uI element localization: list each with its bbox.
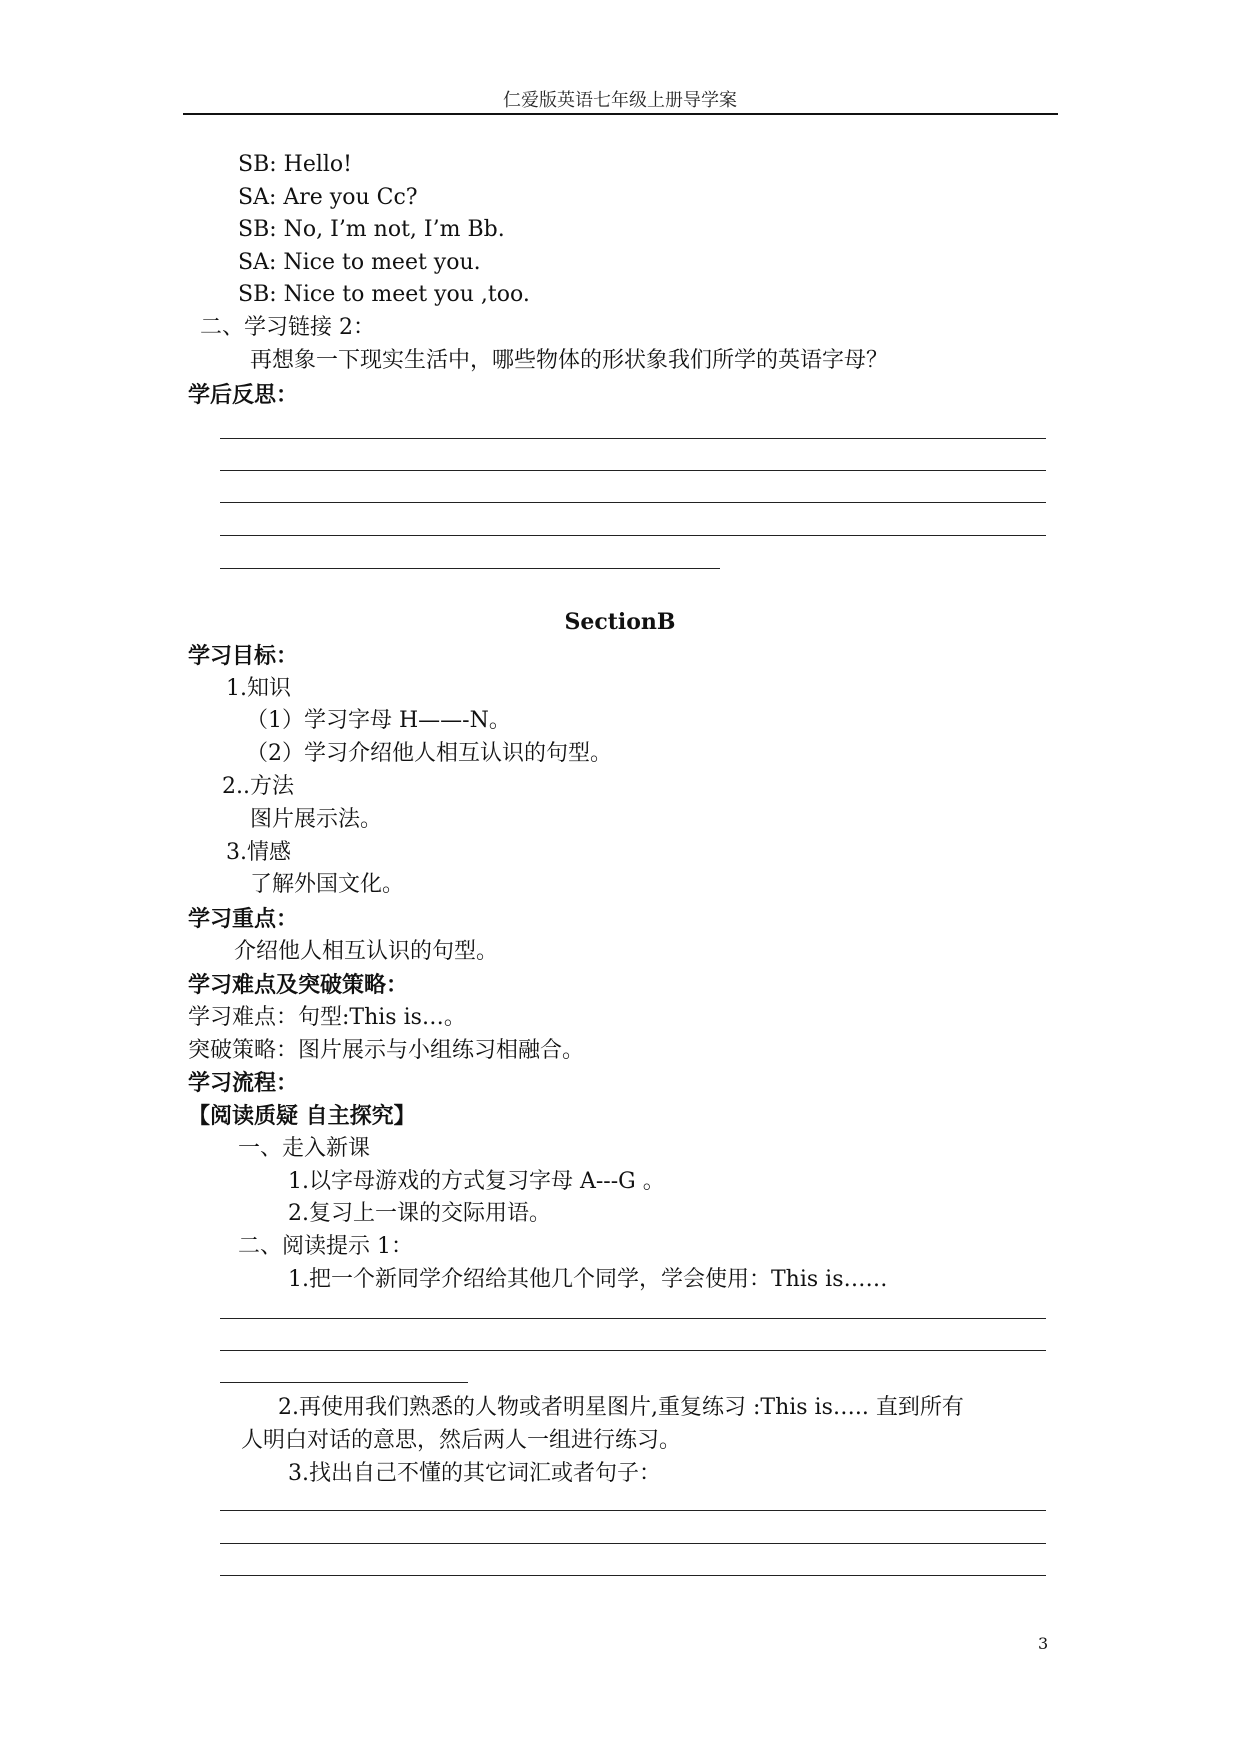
strategy-text: 突破策略：图片展示与小组练习相融合。 [188, 1038, 585, 1063]
dialogue-line: SA: Nice to meet you. [238, 250, 481, 275]
goal-item: （1）学习字母 H——-N。 [246, 708, 511, 733]
process-heading: 学习流程： [188, 1070, 299, 1096]
reflection-heading: 学后反思： [188, 382, 299, 408]
goal-item: 2..方法 [222, 774, 294, 799]
goals-heading: 学习目标： [188, 643, 299, 669]
step2-heading: 二、阅读提示 1： [238, 1234, 413, 1259]
goal-item: 1.知识 [226, 676, 291, 701]
answer-line [220, 1382, 468, 1383]
link2-text: 再想象一下现实生活中，哪些物体的形状象我们所学的英语字母？ [250, 348, 889, 373]
answer-line [220, 1350, 1046, 1351]
answer-line [220, 1510, 1046, 1511]
answer-line [220, 1575, 1046, 1576]
key-heading: 学习重点： [188, 906, 299, 932]
step2-item: 人明白对话的意思，然后两人一组进行练习。 [241, 1428, 682, 1453]
goal-item: 3.情感 [226, 840, 291, 865]
header-rule [183, 113, 1058, 115]
goal-item: 图片展示法。 [250, 807, 383, 832]
goal-item: （2）学习介绍他人相互认识的句型。 [246, 741, 612, 766]
step1-item: 1.以字母游戏的方式复习字母 A---G 。 [288, 1169, 665, 1194]
dialogue-line: SB: Nice to meet you ,too. [238, 282, 530, 307]
key-text: 介绍他人相互认识的句型。 [234, 939, 499, 964]
header-title: 仁爱版英语七年级上册导学案 [503, 90, 737, 111]
answer-line [220, 568, 720, 569]
step1-heading: 一、走入新课 [238, 1136, 371, 1161]
step1-item: 2.复习上一课的交际用语。 [288, 1201, 551, 1226]
answer-line [220, 438, 1046, 439]
answer-line [220, 535, 1046, 536]
step2-item: 3.找出自己不懂的其它词汇或者句子： [288, 1461, 661, 1486]
answer-line [220, 1318, 1046, 1319]
reading-heading: 【阅读质疑 自主探究】 [188, 1103, 416, 1129]
answer-line [220, 1543, 1046, 1544]
step2-item: 1.把一个新同学介绍给其他几个同学，学会使用：This is…… [288, 1267, 888, 1292]
goal-item: 了解外国文化。 [250, 872, 405, 897]
dialogue-line: SB: No, I’m not, I’m Bb. [238, 217, 505, 242]
answer-line [220, 470, 1046, 471]
answer-line [220, 502, 1046, 503]
dialogue-line: SB: Hello! [238, 152, 353, 177]
page-number: 3 [1038, 1634, 1049, 1653]
difficulty-text: 学习难点：句型:This is…。 [188, 1005, 466, 1030]
difficulty-heading: 学习难点及突破策略： [188, 972, 409, 998]
link2-heading: 二、学习链接 2： [200, 315, 375, 340]
section-title: SectionB [564, 609, 676, 635]
dialogue-line: SA: Are you Cc? [238, 185, 418, 210]
step2-item: 2.再使用我们熟悉的人物或者明星图片,重复练习 :This is….. 直到所有 [278, 1395, 964, 1420]
